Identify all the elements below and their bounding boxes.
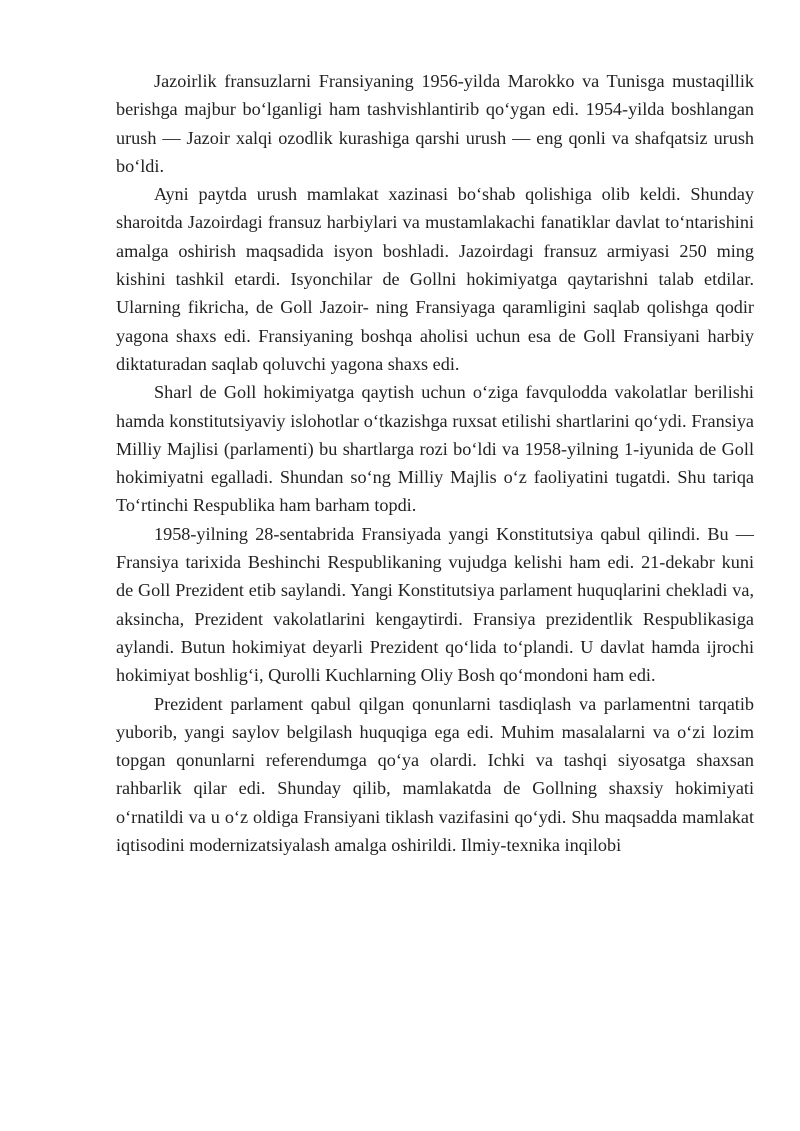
paragraph-3: Sharl de Goll hokimiyatga qaytish uchun o‘ziga favqulodda vakolatlar berilishi hamda konstitutsiyaviy islohotlar o‘tkazishga ruxsat etilishi shartlarini qo‘ydi. Fransiya Milliy Majlisi (parlamenti) bu shartlarga rozi bo‘ldi va 1958-yilning 1-iyunida de Goll hokimiyatni egalladi. Shundan so‘ng Milliy Majlis o‘z faoliyatini tugatdi. Shu tariqa To‘rtinchi Respublika ham barham topdi. [116,382,754,516]
paragraph-4: 1958-yilning 28-sentabrida Fransiyada yangi Konstitutsiya qabul qilindi. Bu — Fransiya tarixida Beshinchi Respublikaning vujudga kelishi ham edi. 21-dekabr kuni de Goll Prezident etib saylandi. Yangi Konstitutsiya parlament huquqlarini chekladi va, aksincha, Prezident vakolatlarini kengaytirdi. Fransiya prezidentlik Respublikasiga aylandi. Butun hokimiyat deyarli Prezident qo‘lida to‘plandi. U davlat hamda ijrochi hokimiyat boshlig‘i, Qurolli Kuchlarning Oliy Bosh qo‘mondoni ham edi. [116,523,754,686]
paragraph-2: Ayni paytda urush mamlakat xazinasi bo‘shab qolishiga olib keldi. Shunday sharoitda Jazoirdagi fransuz harbiylari va mustamlakachi fanatiklar davlat to‘ntarishini amalga oshirish maqsadida isyon boshladi. Jazoirdagi fransuz armiyasi 250 ming kishini tashkil etardi. Isyonchilar de Gollni hokimiyatga qaytarishni talab etdilar. Ularning fikricha, de Goll Jazoir- ning Fransiyaga qaramligini saqlab qolishga qodir yagona shaxs edi. Fransiyaning boshqa aholisi uchun esa de Goll Fransiyani harbiy diktaturadan saqlab qoluvchi yagona shaxs edi. [116,184,754,374]
paragraph-1: Jazoirlik fransuzlarni Fransiyaning 1956-yilda Marokko va Tunisga mustaqillik berishga majbur bo‘lganligi ham tashvishlantirib qo‘ygan edi. 1954-yilda boshlangan urush — Jazoir xalqi ozodlik kurashiga qarshi urush — eng qonli va shafqatsiz urush bo‘ldi. [116,71,754,176]
body-text [116,67,754,859]
paragraph-5: Prezident parlament qabul qilgan qonunlarni tasdiqlash va parlamentni tarqatib yuborib, yangi saylov belgilash huquqiga ega edi. Muhim masalalarni va o‘zi lozim topgan qonunlarni referendumga qo‘ya olardi. Ichki va tashqi siyosatga shaxsan rahbarlik qilar edi. Shunday qilib, mamlakatda de Gollning shaxsiy hokimiyati o‘rnatildi va u o‘z oldiga Fransiyani tiklash vazifasini qo‘ydi. Shu maqsadda mamlakat iqtisodini modernizatsiyalash amalga oshirildi. Ilmiy-texnika inqilobi [116,693,754,856]
